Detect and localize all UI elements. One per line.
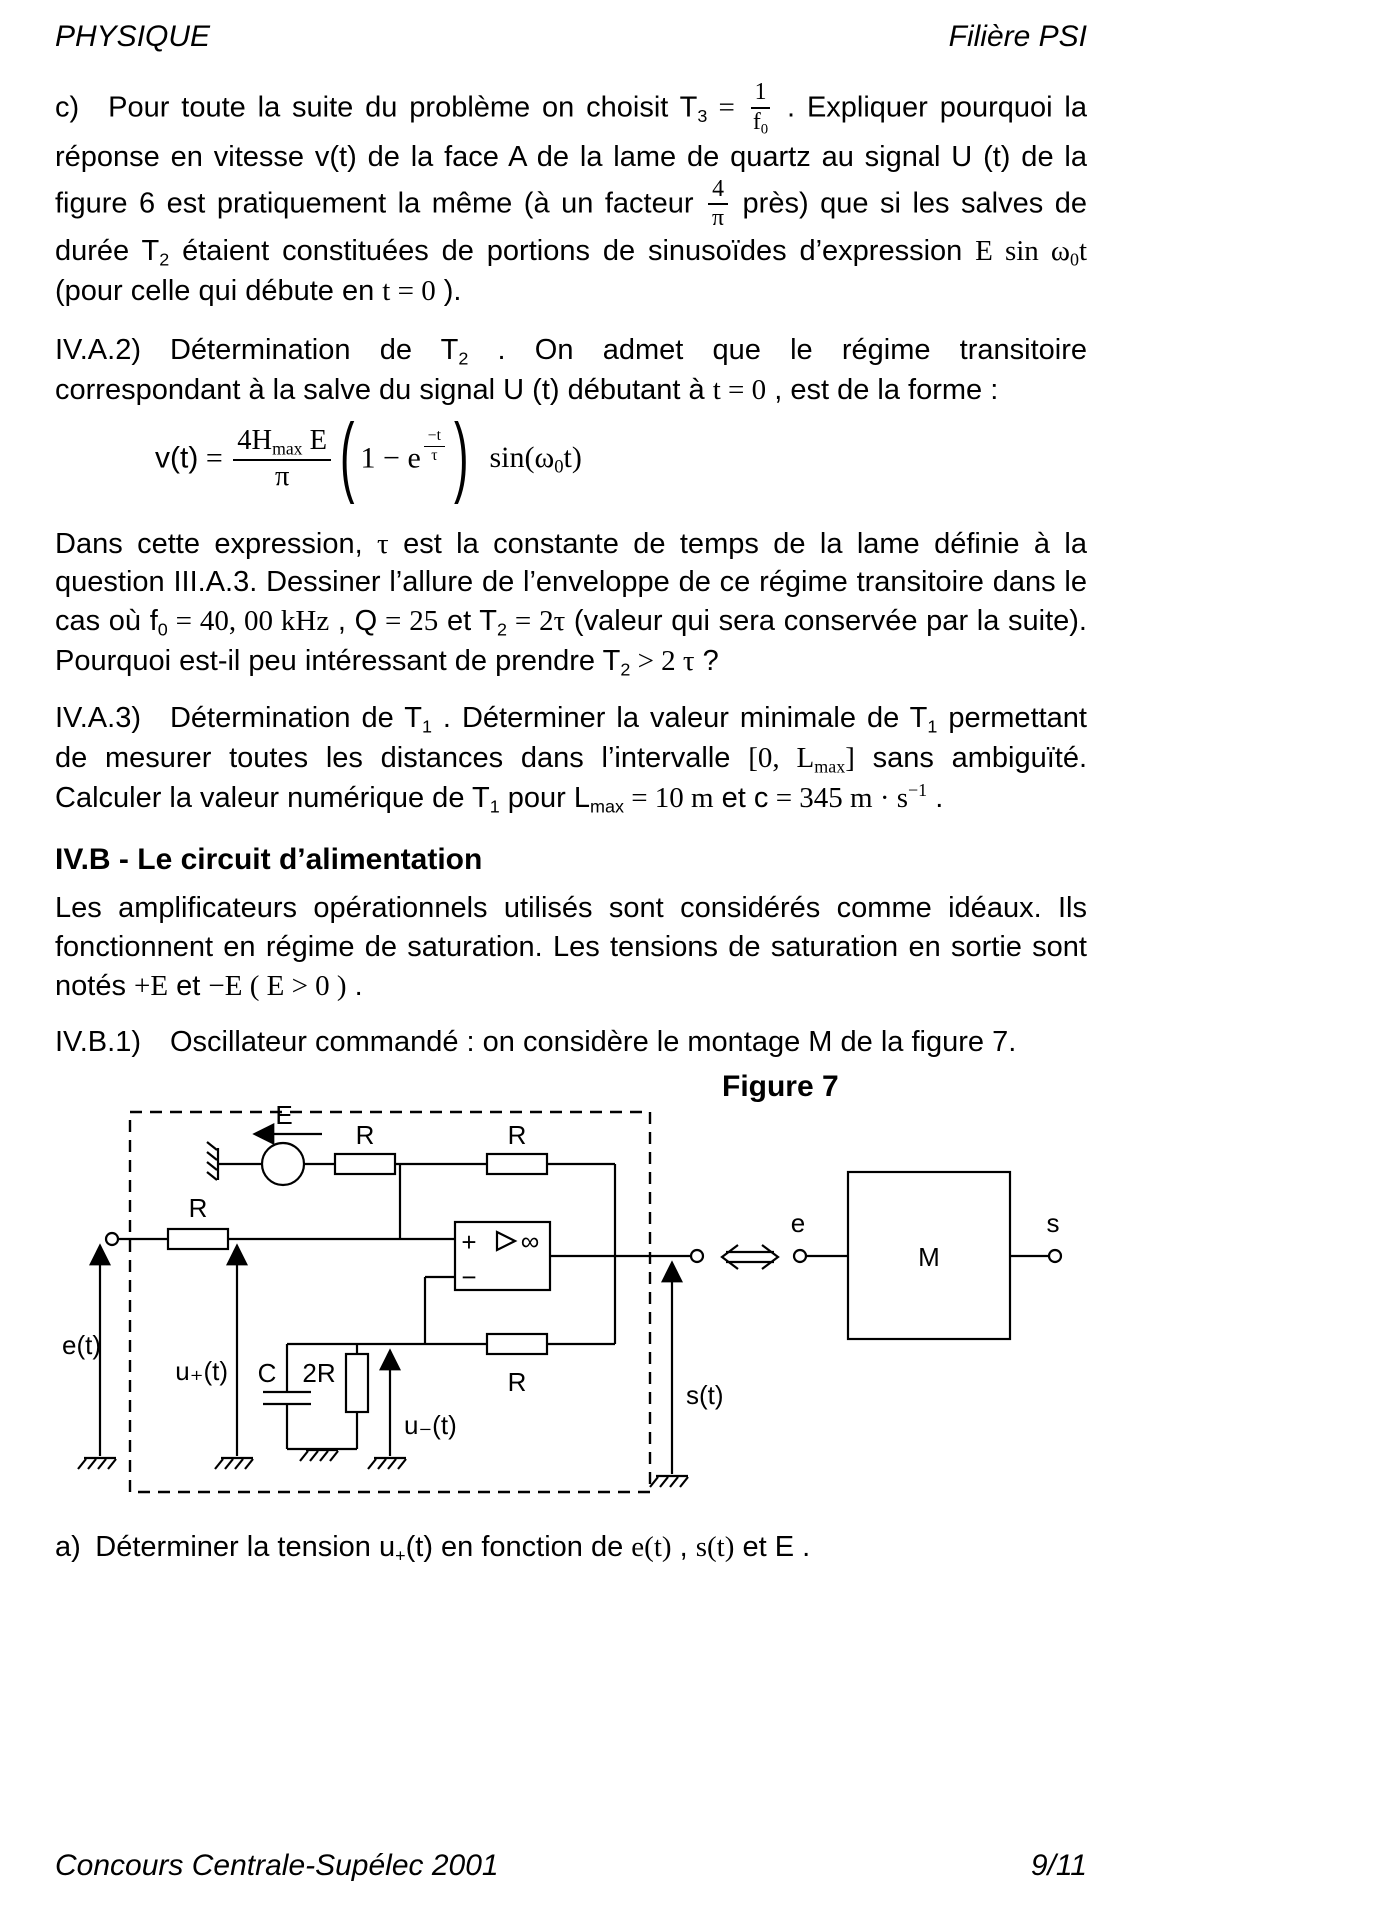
resistor-r-top-left [335, 1154, 395, 1174]
figure-7-circuit [60, 1104, 1100, 1504]
paragraph-iva3: IV.A.3) Détermination de $T_1$ . Déterminer la valeur minimale de $T_1$ permettant de mesurer toutes les distances dans l’intervalle [0, $L_{max}$] sans ambiguïté. Calculer la valeur numérique de $T_1$ pour $L_{max} = 10$ m et c = 345 $m \cdot s^{-1}$ . [55, 701, 1088, 817]
label-c: C [257, 1357, 277, 1388]
header-track: Filière PSI [948, 20, 1087, 53]
label-e: e [790, 1207, 806, 1238]
paragraph-amplifiers: Les amplificateurs opérationnels utilisés sont considérés comme idéaux. Ils fonctionnent en régime de saturation. Les tensions de saturation en sortie sont notés +E et −E ( E > 0 ) . [55, 892, 1087, 1002]
equation-vt: v(t) = $\frac{4H_{max} E}{\pi}$ ( 1 − e $^{\frac{-t}{\tau}}$ ) $\sin(\omega_0t)$ [155, 407, 582, 506]
voltage-source [262, 1143, 304, 1185]
paragraph-c: c) Pour toute la suite du problème on choisit $T_3$ = $\frac{1}{f_0}$ . Expliquer pourquoi la réponse en vitesse v(t) de la face A de la lame de quartz au signal U (t) de la figure 6 est pratiquement la même (à un facteur $\frac{4}{\pi}$ près) que si les salves de durée $T_2$ étaient constituées de portions de sinusoïdes d’expression E $\sin \omega_0t$ (pour celle qui débute en t = 0 ). [55, 79, 1088, 308]
paragraph-ivb1: IV.B.1) Oscillateur commandé : on considère le montage M de la figure 7. [55, 1026, 1017, 1059]
label-r-top-right: R [507, 1119, 527, 1150]
footer-source: Concours Centrale-Supélec 2001 [55, 1849, 499, 1882]
paragraph-a: a) Déterminer la tension $u_+(t)$ en fonction de e(t) , s(t) et E . [55, 1530, 811, 1566]
label-m: M [918, 1241, 940, 1272]
label-2r: 2R [302, 1357, 336, 1388]
op-amp-plus-label: + [461, 1226, 477, 1257]
resistor-r-top-right [487, 1154, 547, 1174]
label-r-top-left: R [355, 1119, 375, 1150]
label-s: s [1046, 1207, 1060, 1238]
resistor-2r [346, 1354, 368, 1412]
resistor-r-input [168, 1229, 228, 1249]
ground-rc-icon [300, 1450, 338, 1461]
ground-e-icon [78, 1458, 116, 1469]
op-amp-minus-label: − [461, 1261, 477, 1292]
figure-7 [55, 1062, 1087, 1504]
label-r-input: R [188, 1192, 208, 1223]
page-footer [55, 1849, 1087, 1883]
terminal-e [794, 1250, 806, 1262]
op-amp-infinity-label: ∞ [520, 1225, 540, 1256]
label-r-bottom: R [507, 1366, 527, 1397]
output-terminal [691, 1250, 703, 1262]
footer-page-number: 9/11 [1030, 1849, 1087, 1882]
heading-ivb: IV.B - Le circuit d’alimentation [55, 843, 483, 877]
label-e-t: e(t) [62, 1329, 101, 1360]
header-subject: PHYSIQUE [55, 20, 211, 53]
resistor-r-bottom [487, 1334, 547, 1354]
label-u-minus: u₋(t) [404, 1409, 457, 1440]
equivalence-arrow-icon [722, 1245, 778, 1269]
ground-s-icon [650, 1476, 688, 1487]
terminal-s [1049, 1250, 1061, 1262]
ground-u-plus-icon [215, 1458, 253, 1469]
page-header [55, 20, 1087, 54]
figure-caption: Figure 7 [722, 1069, 839, 1103]
paragraph-tau: Dans cette expression, τ est la constante de temps de la lame définie à la question III.A.3. Dessiner l’allure de l’enveloppe de ce régime transitoire dans le cas où $f_0 = 40$, 00 kHz , Q = 25 et $T_2 = 2\tau$ (valeur qui sera conservée par la suite). Pourquoi est-il peu intéressant de prendre $T_2 > 2$ τ ? [55, 527, 1087, 680]
input-terminal [106, 1233, 118, 1245]
ground-u-minus-icon [368, 1458, 406, 1469]
label-source-e: E [275, 1103, 293, 1130]
paragraph-iva2: IV.A.2) Détermination de $T_2$ . On admet que le régime transitoire correspondant à la salve du signal U (t) débutant à t = 0 , est de la forme : [55, 333, 1088, 407]
ground-source-icon [207, 1142, 218, 1180]
label-s-t: s(t) [686, 1379, 724, 1410]
label-u-plus: u₊(t) [175, 1355, 228, 1386]
